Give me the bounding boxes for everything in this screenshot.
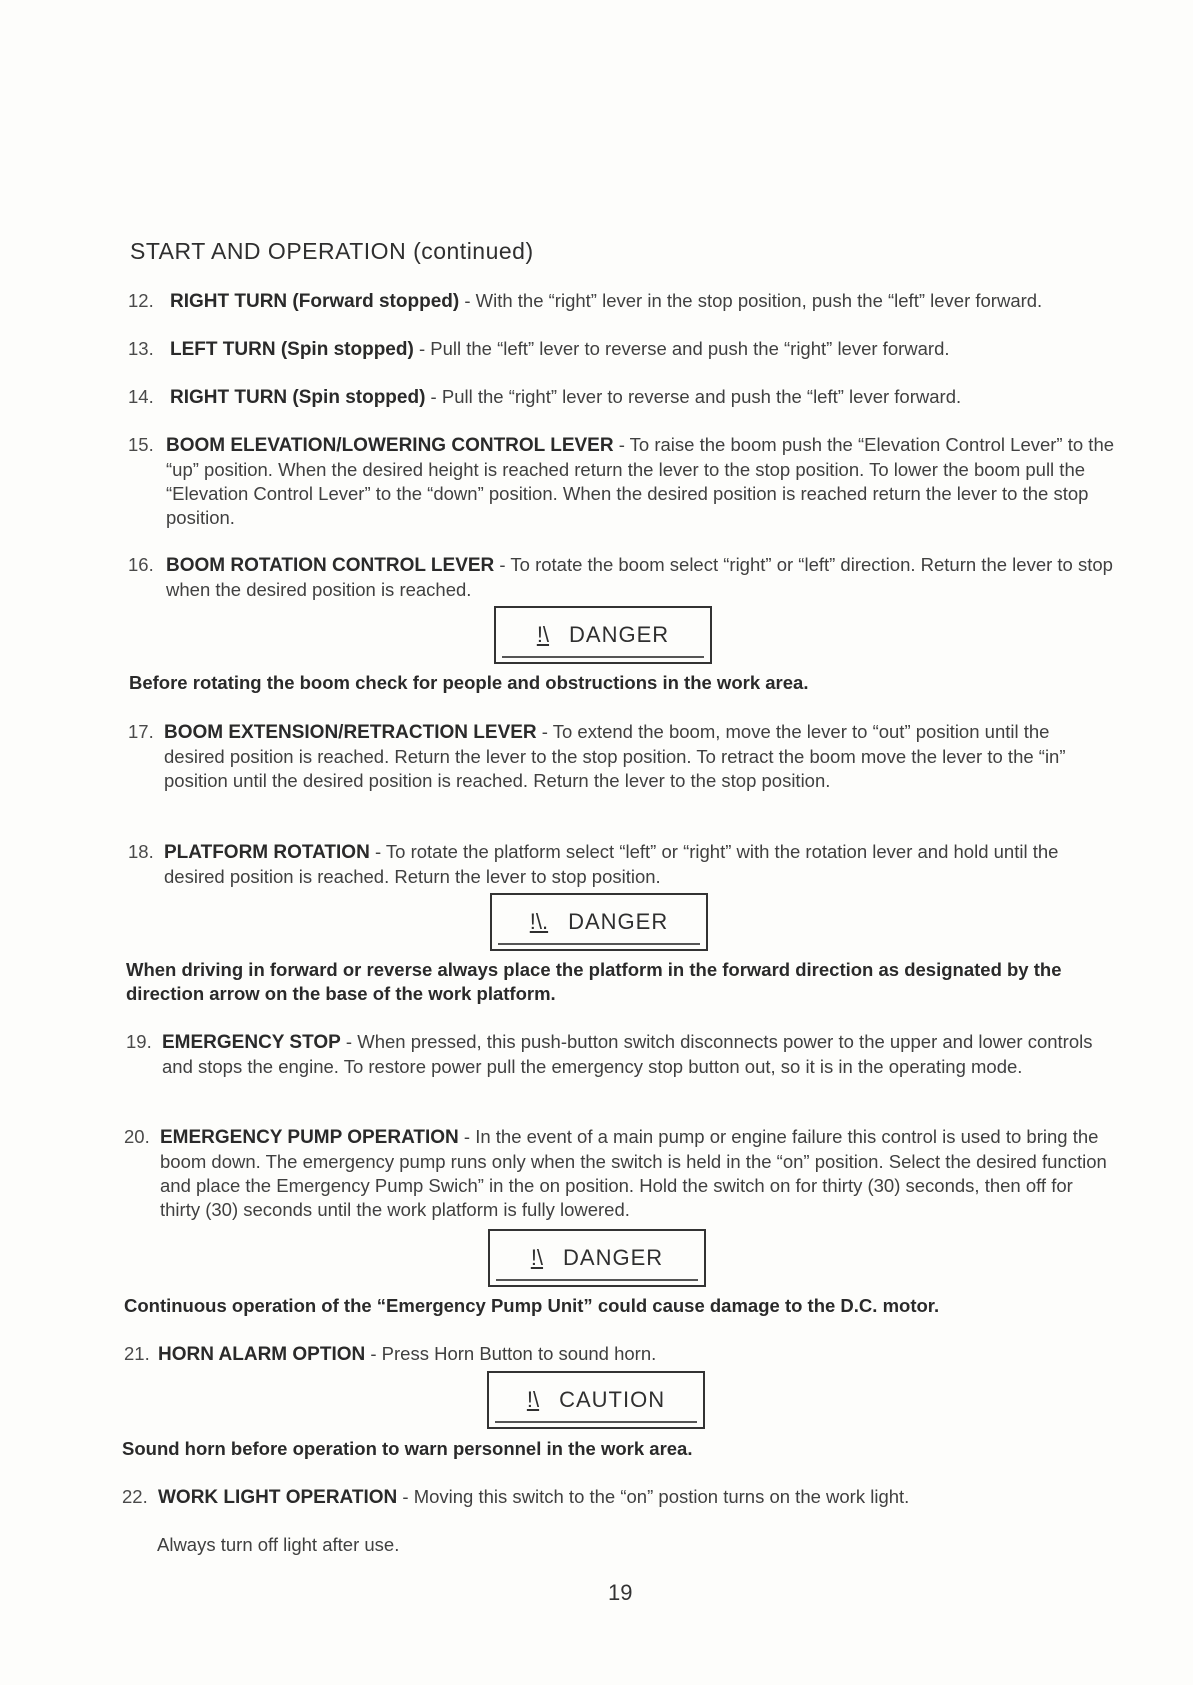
item-number: 16.	[128, 554, 154, 575]
item-number: 14.	[128, 386, 154, 407]
item-number: 15.	[128, 434, 154, 455]
item-number: 20.	[124, 1126, 150, 1147]
notice-label: DANGER	[563, 1245, 664, 1270]
item-number: 12.	[128, 290, 154, 311]
item-term: RIGHT TURN (Spin stopped)	[170, 387, 426, 408]
item-description: - Pull the “left” lever to reverse and push the “right” lever forward.	[413, 338, 950, 359]
item-description: - Moving this switch to the “on” postion turns on the work light.	[397, 1486, 910, 1507]
item-description: - Pull the “right” lever to reverse and push the “left” lever forward.	[425, 386, 962, 407]
item-number: 21.	[124, 1343, 150, 1364]
item-description: - To raise the boom push the “Elevation Control Lever” to the “up” position. When the desired height is reached return the lever to the stop position. To lower the boom pull the “Elevation Control Lever” to the “down” position. When the desired position is reached return the lever to the stop position.	[166, 434, 1115, 528]
item-description: - To rotate the platform select “left” or “right” with the rotation lever and hold until the desired position is reached. Return the lever to stop position.	[164, 841, 1059, 887]
notice-label: DANGER	[568, 909, 669, 934]
instruction-item	[124, 1342, 1114, 1368]
warning-icon: !\	[526, 1387, 540, 1412]
closing-note: Always turn off light after use.	[157, 1534, 400, 1555]
item-number: 17.	[128, 721, 154, 742]
item-description: - Press Horn Button to sound horn.	[365, 1343, 657, 1364]
notice-message: Before rotating the boom check for people and obstructions in the work area.	[129, 672, 809, 693]
danger-notice-box	[488, 1229, 706, 1287]
instruction-item	[128, 289, 1128, 315]
item-term: WORK LIGHT OPERATION	[158, 1487, 398, 1508]
danger-notice-box	[490, 893, 708, 951]
warning-icon: !\.	[529, 909, 549, 934]
item-term: RIGHT TURN (Forward stopped)	[170, 291, 460, 312]
item-term: EMERGENCY PUMP OPERATION	[160, 1127, 459, 1148]
item-description: - When pressed, this push-button switch disconnects power to the upper and lower controls and stops the engine. To restore power pull the emergency stop button out, so it is in the operating mode.	[162, 1031, 1093, 1077]
page-number: 19	[608, 1580, 633, 1605]
item-term: HORN ALARM OPTION	[158, 1344, 366, 1365]
item-number: 19.	[126, 1031, 152, 1052]
notice-label: DANGER	[569, 622, 670, 647]
instruction-item	[128, 337, 1128, 363]
notice-message: Continuous operation of the “Emergency Pump Unit” could cause damage to the D.C. motor.	[124, 1295, 940, 1316]
instruction-item	[128, 553, 1118, 605]
notice-message: When driving in forward or reverse always place the platform in the forward direction as designated by the direction arrow on the base of the work platform.	[126, 959, 1062, 1004]
instruction-item	[122, 1485, 1112, 1511]
item-number: 13.	[128, 338, 154, 359]
item-term: BOOM EXTENSION/RETRACTION LEVER	[164, 722, 537, 743]
notice-label: CAUTION	[559, 1387, 666, 1412]
caution-notice-box	[487, 1371, 705, 1429]
instruction-item	[124, 1125, 1114, 1225]
warning-icon: !\	[530, 1245, 544, 1270]
item-number: 18.	[128, 841, 154, 862]
instruction-item	[128, 433, 1118, 533]
item-description: - To extend the boom, move the lever to “out” position until the desired position is reached. Return the lever to the stop position. To retract the boom move the lever to the “in” position until the desired position is reached. Return the lever to the stop position.	[164, 721, 1066, 791]
item-description: - To rotate the boom select “right” or “left” direction. Return the lever to stop when the desired position is reached.	[166, 554, 1113, 600]
item-description: - In the event of a main pump or engine failure this control is used to bring the boom down. The emergency pump runs only when the switch is held in the “on” position. Select the desired function and place the Emergency Pump Swich” in the on position. Hold the switch on for thirty (30) seconds, then off for thirty (30) seconds until the work platform is fully lowered.	[160, 1126, 1107, 1220]
instruction-item	[128, 720, 1118, 820]
instruction-item	[128, 840, 1118, 892]
notice-message: Sound horn before operation to warn personnel in the work area.	[122, 1438, 693, 1459]
item-term: PLATFORM ROTATION	[164, 842, 370, 863]
item-description: - With the “right” lever in the stop position, push the “left” lever forward.	[459, 290, 1043, 311]
danger-notice-box	[494, 606, 712, 664]
warning-icon: !\	[536, 622, 550, 647]
item-term: BOOM ELEVATION/LOWERING CONTROL LEVER	[166, 435, 614, 456]
instruction-item	[126, 1030, 1116, 1105]
item-number: 22.	[122, 1486, 148, 1507]
section-title: START AND OPERATION (continued)	[130, 238, 534, 264]
item-term: EMERGENCY STOP	[162, 1032, 341, 1053]
item-term: LEFT TURN (Spin stopped)	[170, 339, 414, 360]
item-term: BOOM ROTATION CONTROL LEVER	[166, 555, 495, 576]
instruction-item	[128, 385, 1128, 411]
